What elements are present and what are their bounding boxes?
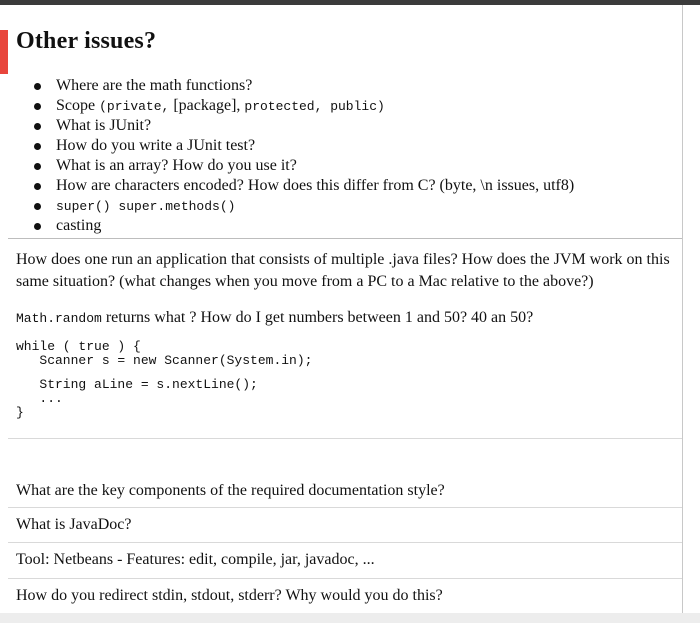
list-item-encoding: How are characters encoded? How does this differ from C? (byte, \n issues, utf8)	[30, 176, 574, 196]
section-divider	[8, 238, 682, 239]
code-line: while ( true ) {	[16, 339, 141, 354]
divider	[8, 507, 682, 508]
list-item-array: What is an array? How do you use it?	[30, 156, 574, 176]
issues-list	[30, 76, 574, 236]
list-item-casting: casting	[30, 216, 574, 236]
title-accent-bar	[0, 30, 8, 74]
code-line: String aLine = s.nextLine();	[16, 377, 258, 392]
redirect-question: How do you redirect stdin, stdout, stderr? Why would you do this?	[16, 587, 443, 604]
random-question: Math.random returns what ? How do I get numbers between 1 and 50? 40 an 50?	[16, 309, 534, 326]
divider	[8, 578, 682, 579]
tool-note: Tool: Netbeans - Features: edit, compile, jar, javadoc, ...	[16, 551, 375, 568]
javadoc-question: What is JavaDoc?	[16, 516, 132, 533]
code-line: }	[16, 405, 24, 420]
code-block	[16, 340, 312, 420]
bottom-band	[0, 613, 700, 623]
list-item-junit: What is JUnit?	[30, 116, 574, 136]
top-window-bar	[0, 0, 700, 5]
code-line: ...	[16, 391, 63, 406]
list-item-super: super() super.methods()	[30, 196, 574, 216]
divider	[8, 542, 682, 543]
list-item-math: Where are the math functions?	[30, 76, 574, 96]
right-divider	[682, 5, 683, 613]
list-item-junit-test: How do you write a JUnit test?	[30, 136, 574, 156]
divider	[8, 438, 682, 439]
page-title: Other issues?	[16, 28, 157, 54]
documentation-question: What are the key components of the required documentation style?	[16, 482, 445, 499]
code-line: Scanner s = new Scanner(System.in);	[16, 353, 313, 368]
run-question: How does one run an application that consists of multiple .java files? How does the JVM work on this same situation? (what changes when you move from a PC to a Mac relative to the above?)	[16, 251, 670, 290]
list-item-scope: Scope (private, [package], protected, public)	[30, 96, 574, 116]
math-random-code: Math.random	[16, 311, 102, 326]
